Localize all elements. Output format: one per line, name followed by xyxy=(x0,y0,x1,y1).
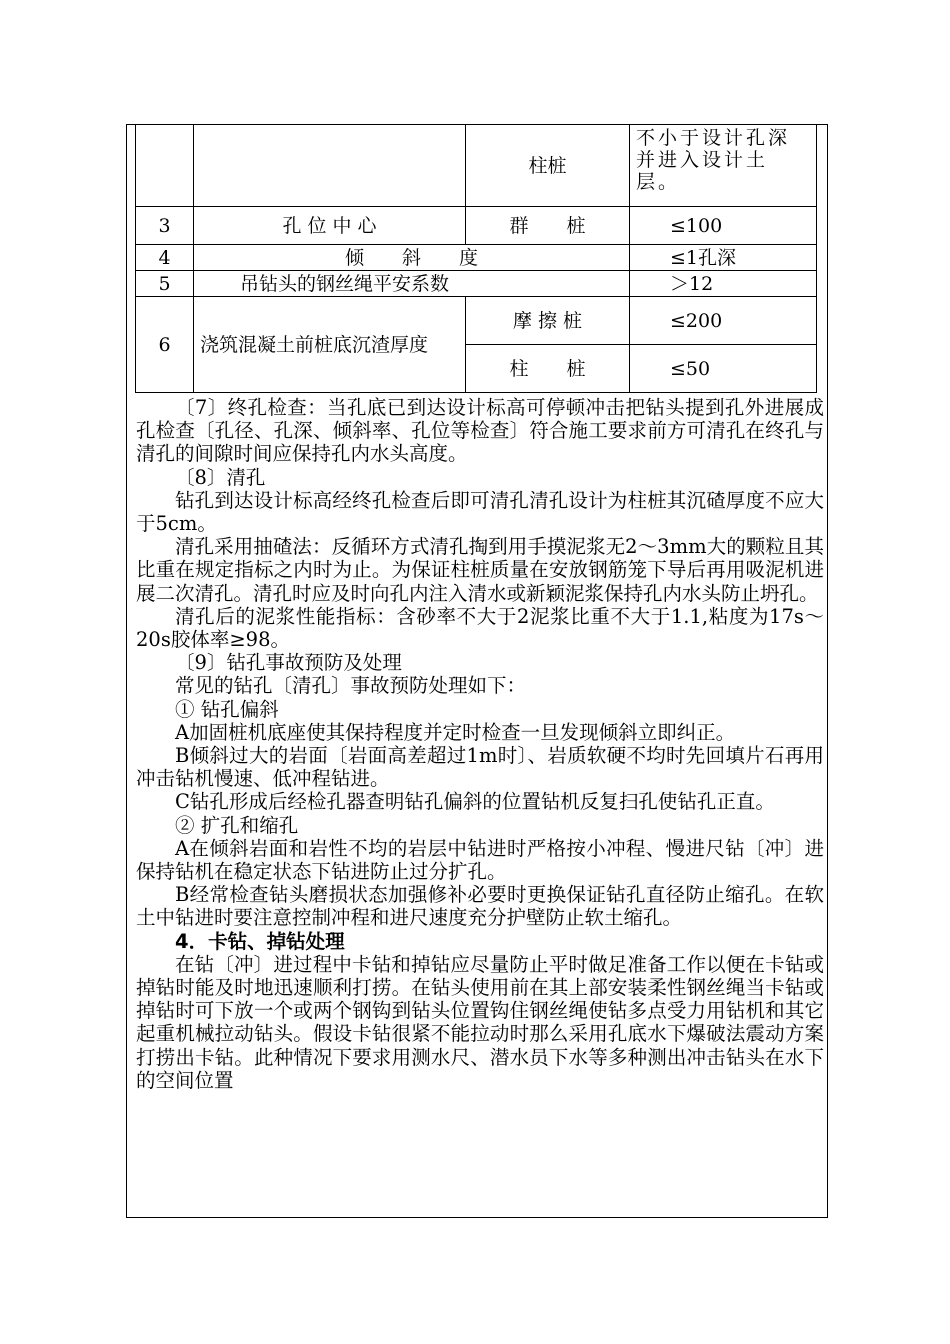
spec-table xyxy=(135,124,817,393)
table-cell xyxy=(194,125,466,207)
table-row xyxy=(136,125,817,207)
paragraph: 在钻〔冲〕进过程中卡钻和掉钻应尽量防止平时做足准备工作以便在卡钻或掉钻时能及时地迅速顺利打捞。在钻头使用前在其上部安装柔性钢丝绳当卡钻或掉钻时可下放一个或两个钢钩到钻头位置钩住钢丝绳使钻多点受力用钻机和其它起重机械拉动钻头。假设卡钻很紧不能拉动时那么采用孔底水下爆破法震动方案打捞出卡钻。此种情况下要求用测水尺、潜水员下水等多种测出冲击钻头在水下的空间位置 xyxy=(136,952,824,1092)
paragraph: 钻孔到达设计标高经终孔检查后即可清孔清孔设计为柱桩其沉碴厚度不应大于5cm。 xyxy=(136,488,824,536)
row-number: 3 xyxy=(136,207,194,245)
table-cell: 柱 桩 xyxy=(466,345,630,393)
table-cell: ≤200 xyxy=(630,297,817,345)
paragraph: ① 钻孔偏斜 xyxy=(175,697,279,721)
paragraph: 清孔采用抽碴法：反循环方式清孔掏到用手摸泥浆无2～3mm大的颗粒且其比重在规定指标之内时为止。为保证柱桩质量在安放钢筋笼下导后再用吸泥机进展二次清孔。清孔时应及时向孔内注入清水或新颖泥浆保持孔内水头防止坍孔。 xyxy=(136,535,824,605)
paragraph: 〔7〕终孔检查：当孔底已到达设计标高可停顿冲击把钻头提到孔外进展成孔检查〔孔径、孔深、倾斜率、孔位等检查〕符合施工要求前方可清孔在终孔与清孔的间隙时间应保持孔内水头高度。 xyxy=(136,396,824,466)
paragraph: A加固桩机底座使其保持程度并定时检查一旦发现倾斜立即纠正。 xyxy=(175,720,736,744)
table-row xyxy=(136,245,817,271)
row-number: 5 xyxy=(136,271,194,297)
paragraph: B经常检查钻头磨损状态加强修补必要时更换保证钻孔直径防止缩孔。在软土中钻进时要注意控制冲程和进尺速度充分护壁防止软土缩孔。 xyxy=(136,883,824,930)
row-number: 4 xyxy=(136,245,194,271)
paragraph: 〔9〕钻孔事故预防及处理 xyxy=(175,651,402,675)
table-cell: ≤100 xyxy=(630,207,817,245)
table-cell: 摩 擦 桩 xyxy=(466,297,630,345)
table-cell: ≤50 xyxy=(630,345,817,393)
table-cell: 吊钻头的钢丝绳平安系数 xyxy=(194,271,630,297)
table-row xyxy=(136,207,817,245)
table-cell xyxy=(136,125,194,207)
paragraph: C钻孔形成后经检孔器查明钻孔偏斜的位置钻机反复扫孔使钻孔正直。 xyxy=(175,790,775,814)
row-number: 6 xyxy=(136,297,194,393)
table-cell: 群 桩 xyxy=(466,207,630,245)
section-heading: 4．卡钻、掉钻处理 xyxy=(175,929,345,953)
table-row xyxy=(136,271,817,297)
table-cell: 倾 斜 度 xyxy=(194,245,630,271)
paragraph: 〔8〕清孔 xyxy=(175,465,266,489)
paragraph: ② 扩孔和缩孔 xyxy=(175,813,299,837)
paragraph: 常见的钻孔〔清孔〕事故预防处理如下： xyxy=(175,674,527,698)
paragraph: A在倾斜岩面和岩性不均的岩层中钻进时严格按小冲程、慢进尺钻〔冲〕进保持钻机在稳定状态下钻进防止过分扩孔。 xyxy=(136,836,824,884)
table-cell: 孔 位 中 心 xyxy=(194,207,466,245)
document-body xyxy=(136,396,824,1092)
paragraph: B倾斜过大的岩面〔岩面高差超过1m时〕、岩质软硬不均时先回填片石再用冲击钻机慢速、低冲程钻进。 xyxy=(136,744,824,791)
table-cell: ≤1孔深 xyxy=(630,245,817,271)
table-cell: ＞12 xyxy=(630,271,817,297)
table-cell: 不小于设计孔深并进入设计土层。 xyxy=(630,125,817,207)
paragraph: 清孔后的泥浆性能指标：含砂率不大于2泥浆比重不大于1.1,粘度为17s～20s胶体率≥98。 xyxy=(136,604,824,652)
table-cell: 浇筑混凝土前桩底沉渣厚度 xyxy=(194,297,466,393)
table-cell: 柱桩 xyxy=(466,125,630,207)
table-row xyxy=(136,297,817,345)
